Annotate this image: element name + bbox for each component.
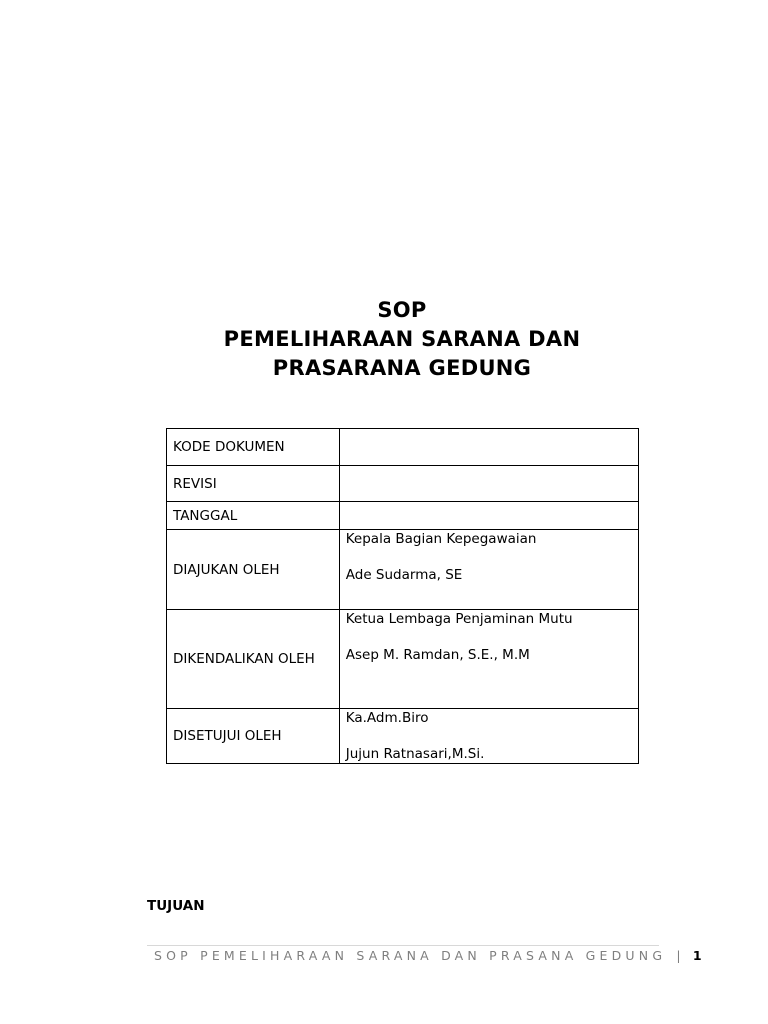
table-row — [167, 429, 639, 466]
title-line-3: PRASARANA GEDUNG — [272, 356, 532, 380]
title-line-1: SOP — [377, 298, 427, 322]
row-label: REVISI — [167, 466, 340, 502]
value-name: Ade Sudarma, SE — [345, 567, 463, 583]
table-row — [167, 610, 639, 709]
value-name: Asep M. Ramdan, S.E., M.M — [345, 647, 530, 663]
row-value — [339, 709, 638, 764]
document-title — [0, 296, 768, 383]
row-value — [339, 429, 638, 466]
row-value — [339, 610, 638, 709]
row-label: DIAJUKAN OLEH — [167, 530, 340, 610]
document-info-table — [166, 428, 639, 764]
table-row — [167, 709, 639, 764]
section-heading: TUJUAN — [147, 898, 205, 914]
footer-text: SOP PEMELIHARAAN SARANA DAN PRASANA GEDUNG — [154, 948, 667, 963]
footer-divider — [147, 945, 659, 946]
row-label: TANGGAL — [167, 502, 340, 530]
page-footer — [154, 948, 702, 963]
table-row — [167, 502, 639, 530]
value-title: Kepala Bagian Kepegawaian — [345, 531, 537, 547]
page-number: 1 — [692, 948, 702, 963]
footer-separator: | — [676, 948, 681, 963]
value-name: Jujun Ratnasari,M.Si. — [345, 746, 485, 762]
table-row — [167, 466, 639, 502]
value-title: Ka.Adm.Biro — [345, 710, 429, 726]
row-value — [339, 502, 638, 530]
row-label: KODE DOKUMEN — [167, 429, 340, 466]
row-value — [339, 530, 638, 610]
row-value — [339, 466, 638, 502]
row-label: DIKENDALIKAN OLEH — [167, 610, 340, 709]
value-title: Ketua Lembaga Penjaminan Mutu — [345, 611, 573, 627]
row-label: DISETUJUI OLEH — [167, 709, 340, 764]
table-row — [167, 530, 639, 610]
title-line-2: PEMELIHARAAN SARANA DAN — [223, 327, 581, 351]
